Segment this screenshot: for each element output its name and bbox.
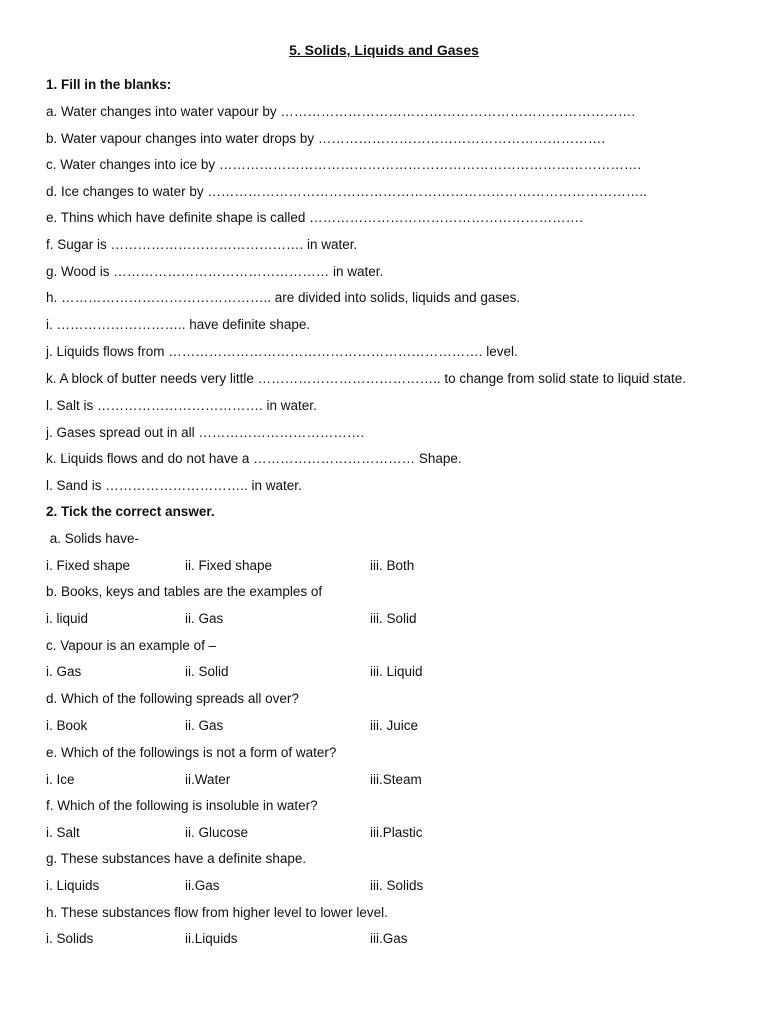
blank-item: j. Gases spread out in all ………………………………. <box>46 425 365 440</box>
question: h. These substances flow from higher level to lower level. <box>46 905 388 920</box>
option-2[interactable]: ii.Liquids <box>185 931 238 946</box>
page-title: 5. Solids, Liquids and Gases <box>289 42 479 58</box>
option-2[interactable]: ii. Gas <box>185 718 224 733</box>
blank-item: f. Sugar is ……………………………………. in water. <box>46 237 358 252</box>
option-3[interactable]: iii. Both <box>370 558 415 573</box>
blank-item: l. Salt is ………………………………. in water. <box>46 398 317 413</box>
option-2[interactable]: ii. Glucose <box>185 825 249 840</box>
section2-heading: 2. Tick the correct answer. <box>46 504 215 519</box>
question: e. Which of the followings is not a form of water? <box>46 745 337 760</box>
blank-item: j. Liquids flows from ……………………………………………………………. level. <box>46 344 518 359</box>
blank-item: l. Sand is ………………………….. in water. <box>46 478 302 493</box>
question: d. Which of the following spreads all over? <box>46 691 299 706</box>
option-2[interactable]: ii.Water <box>185 772 231 787</box>
question: b. Books, keys and tables are the examples of <box>46 584 323 599</box>
section1-heading: 1. Fill in the blanks: <box>46 77 172 92</box>
option-3[interactable]: iii. Solids <box>370 878 424 893</box>
question: a. Solids have- <box>46 531 140 546</box>
option-3[interactable]: iii. Juice <box>370 718 419 733</box>
question: c. Vapour is an example of – <box>46 638 217 653</box>
option-3[interactable]: iii.Steam <box>370 772 422 787</box>
option-3[interactable]: iii. Solid <box>370 611 417 626</box>
option-3[interactable]: iii. Liquid <box>370 664 423 679</box>
option-2[interactable]: ii. Solid <box>185 664 229 679</box>
option-1[interactable]: i. liquid <box>46 611 89 626</box>
option-2[interactable]: ii. Fixed shape <box>185 558 273 573</box>
blank-item: k. Liquids flows and do not have a ……………………………… Shape. <box>46 451 462 466</box>
blank-item: k. A block of butter needs very little ………………………………….. to change from solid state to liquid state. <box>46 371 686 386</box>
question: g. These substances have a definite shape. <box>46 851 307 866</box>
blank-item: d. Ice changes to water by …………………………………………………………………………………….. <box>46 184 647 199</box>
option-1[interactable]: i. Solids <box>46 931 94 946</box>
option-1[interactable]: i. Liquids <box>46 878 100 893</box>
option-2[interactable]: ii.Gas <box>185 878 220 893</box>
option-1[interactable]: i. Ice <box>46 772 75 787</box>
blank-item: c. Water changes into ice by …………………………………………………………………………………. <box>46 157 642 172</box>
question: f. Which of the following is insoluble in water? <box>46 798 318 813</box>
blank-item: i. ……………………….. have definite shape. <box>46 317 311 332</box>
blank-item: g. Wood is ………………………………………… in water. <box>46 264 384 279</box>
blank-item: e. Thins which have definite shape is called ……………………………………………………. <box>46 210 583 225</box>
blank-item: h. ……………………………………….. are divided into solids, liquids and gases. <box>46 290 521 305</box>
option-3[interactable]: iii.Gas <box>370 931 408 946</box>
blank-item: a. Water changes into water vapour by ……………………………………………………………………. <box>46 104 636 119</box>
option-1[interactable]: i. Book <box>46 718 88 733</box>
option-1[interactable]: i. Fixed shape <box>46 558 131 573</box>
option-3[interactable]: iii.Plastic <box>370 825 423 840</box>
blank-item: b. Water vapour changes into water drops by ………………………………………………………. <box>46 131 606 146</box>
option-1[interactable]: i. Gas <box>46 664 82 679</box>
option-2[interactable]: ii. Gas <box>185 611 224 626</box>
option-1[interactable]: i. Salt <box>46 825 80 840</box>
